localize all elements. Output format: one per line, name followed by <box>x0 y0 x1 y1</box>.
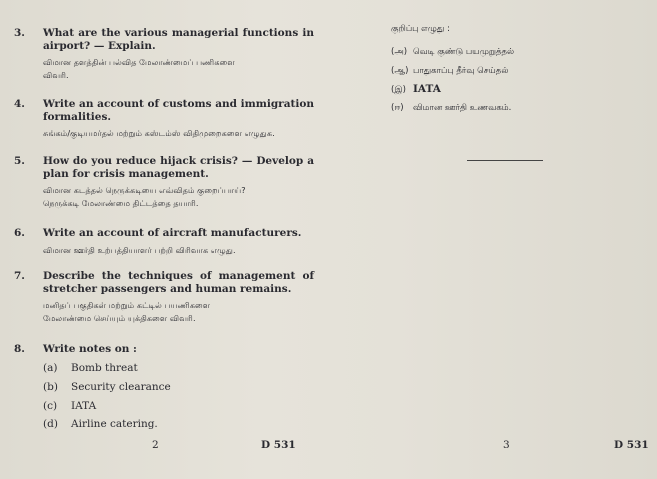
tamil-note-b: (ஆ) பாதுகாப்பு தீர்வு செய்தல் <box>391 65 509 76</box>
tamil-notes-list <box>391 24 514 117</box>
question-5 <box>14 155 314 209</box>
question-english: What are the various managerial functions in airport? — Explain. <box>43 27 314 52</box>
question-6 <box>14 227 314 256</box>
q8-part-d: (d) Airline catering. <box>43 418 158 430</box>
right-page-code: D 531 <box>614 439 649 451</box>
question-english: Describe the techniques of management of stretcher passengers and human remains. <box>43 270 314 295</box>
left-page-code: D 531 <box>261 439 296 451</box>
tamil-note-d: (ஈ) விமான ஊர்தி உணவகம். <box>391 102 512 113</box>
question-tamil: விமான கடத்தல் நெருக்கடியை எவ்விதம் குறைப்பாய்? நெருக்கடி மேலாண்மை திட்டத்தை தயாரி. <box>43 185 246 208</box>
question-tamil: சுங்கம்/குடியமர்தல் மற்றும் கஸ்டம்ஸ் விதிமுறைகளை எழுதுக. <box>43 128 275 138</box>
q8-part-c: (c) IATA <box>43 400 97 412</box>
tamil-note-a: (அ) வெடி குண்டு பயமுறுத்தல் <box>391 47 515 57</box>
tamil-note-c: (இ) IATA <box>391 83 441 95</box>
question-7 <box>14 270 314 324</box>
question-3 <box>14 27 314 81</box>
question-4 <box>14 98 314 140</box>
question-8 <box>14 343 314 356</box>
question-number: 7. <box>14 270 25 282</box>
question-tamil: மனிதப் பகுதிகள் மற்றும் கட்டில் பயணிகளை மேலாண்மை செய்யும் யுக்திகளை விவரி. <box>43 300 211 323</box>
question-number: 3. <box>14 27 25 39</box>
question-number: 6. <box>14 227 25 239</box>
left-page-number: 2 <box>152 439 159 451</box>
question-tamil: விமான தளத்தின் பல்வித மேலாண்மைப் பணிகளை விவரி. <box>43 57 235 80</box>
question-english: Write an account of customs and immigration formalities. <box>43 98 314 123</box>
tamil-notes-title: குறிப்பு எழுது : <box>391 24 450 34</box>
question-number: 8. <box>14 343 25 355</box>
question-tamil: விமான ஊர்தி உற்பத்தியாளர் பற்றி விரிவாக எழுது. <box>43 244 236 255</box>
end-of-paper-rule <box>467 160 543 161</box>
q8-part-a: (a) Bomb threat <box>43 362 138 374</box>
question-english: How do you reduce hijack crisis? — Develop a plan for crisis management. <box>43 155 314 180</box>
question-english: Write an account of aircraft manufacturers. <box>43 227 302 239</box>
question-number: 4. <box>14 98 25 110</box>
question-english: Write notes on : <box>43 343 137 355</box>
question-number: 5. <box>14 155 25 167</box>
right-page-number: 3 <box>503 439 510 451</box>
q8-part-b: (b) Security clearance <box>43 381 171 393</box>
